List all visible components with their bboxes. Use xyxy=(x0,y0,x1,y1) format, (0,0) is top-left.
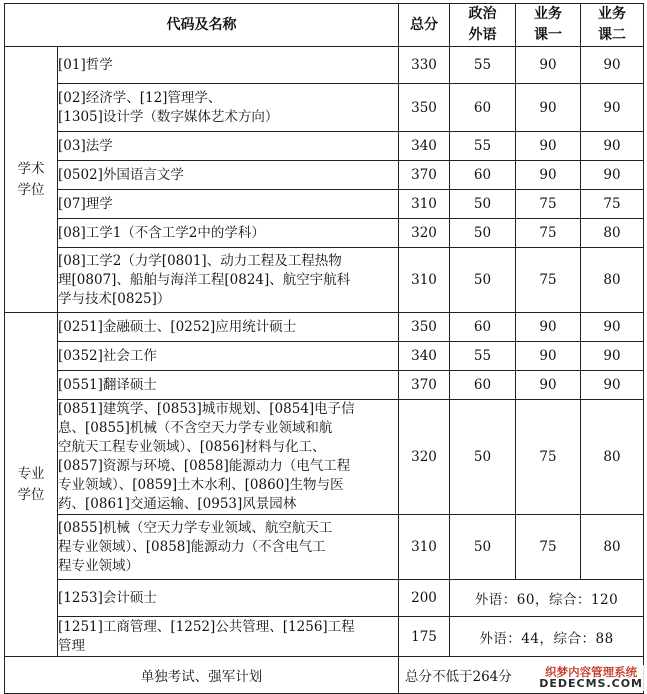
table-row xyxy=(5,515,644,580)
program-name: [0251]金融硕士、[0252]应用统计硕士 xyxy=(58,313,399,342)
header-politics-foreign: 政治 外语 xyxy=(450,4,516,47)
special-plan-requirement: 总分不低于264分 xyxy=(399,657,644,694)
course1-score: 75 xyxy=(516,248,581,313)
course2-score: 80 xyxy=(581,219,644,248)
course1-score: 90 xyxy=(516,132,581,161)
program-name: [0551]翻译硕士 xyxy=(58,371,399,400)
total-score: 310 xyxy=(399,248,450,313)
politics-foreign-score: 60 xyxy=(450,161,516,190)
program-name: [0855]机械（空天力学专业领域、航空航天工 程专业领域）、[0858]能源动力（不含电气工 程专业领域） xyxy=(58,515,399,580)
table-row xyxy=(5,190,644,219)
program-name: [0502]外国语言文学 xyxy=(58,161,399,190)
politics-foreign-score: 55 xyxy=(450,132,516,161)
politics-foreign-score: 60 xyxy=(450,84,516,132)
program-name: [0352]社会工作 xyxy=(58,342,399,371)
course2-score: 90 xyxy=(581,371,644,400)
total-score: 370 xyxy=(399,161,450,190)
course1-score: 90 xyxy=(516,371,581,400)
course2-score: 80 xyxy=(581,515,644,580)
table-row xyxy=(5,371,644,400)
table-row xyxy=(5,580,644,617)
course1-score: 90 xyxy=(516,84,581,132)
course2-score: 90 xyxy=(581,313,644,342)
course1-score: 75 xyxy=(516,219,581,248)
course2-score: 90 xyxy=(581,47,644,84)
table-row xyxy=(5,248,644,313)
table-row xyxy=(5,342,644,371)
politics-foreign-score: 55 xyxy=(450,342,516,371)
combined-score-note: 外语：60，综合：120 xyxy=(450,580,644,617)
course1-score: 75 xyxy=(516,400,581,515)
total-score: 175 xyxy=(399,617,450,657)
course2-score: 90 xyxy=(581,161,644,190)
header-name: 代码及名称 xyxy=(5,4,399,47)
header-course1: 业务 课一 xyxy=(516,4,581,47)
table-row xyxy=(5,219,644,248)
table-row xyxy=(5,47,644,84)
politics-foreign-score: 60 xyxy=(450,313,516,342)
total-score: 370 xyxy=(399,371,450,400)
table-row xyxy=(5,617,644,657)
politics-foreign-score: 50 xyxy=(450,248,516,313)
course2-score: 75 xyxy=(581,190,644,219)
special-plan-label: 单独考试、强军计划 xyxy=(5,657,399,694)
course1-score: 75 xyxy=(516,190,581,219)
politics-foreign-score: 55 xyxy=(450,47,516,84)
course2-score: 90 xyxy=(581,84,644,132)
course2-score: 90 xyxy=(581,342,644,371)
header-course2: 业务 课二 xyxy=(581,4,644,47)
course1-score: 90 xyxy=(516,161,581,190)
program-name: [02]经济学、[12]管理学、 [1305]设计学（数字媒体艺术方向） xyxy=(58,84,399,132)
program-name: [0851]建筑学、[0853]城市规划、[0854]电子信 息、[0855]机械（不含空天力学专业领域和航 空航天工程专业领域）、[0856]材料与化工、 [0857]资源与环境、[0858]能源动力（电气工程 专业领域）、[0859]土木水利、[0860]生物与医 药、[0861]交通运输、[0953]风景园林 xyxy=(58,400,399,515)
course1-score: 90 xyxy=(516,342,581,371)
program-name: [08]工学2（力学[0801]、动力工程及工程热物 理[0807]、船舶与海洋工程[0824]、航空宇航科 学与技术[0825]） xyxy=(58,248,399,313)
course2-score: 80 xyxy=(581,400,644,515)
politics-foreign-score: 60 xyxy=(450,371,516,400)
watermark-logo: 织梦内容管理系统 DEDECMS.COM xyxy=(539,665,643,690)
total-score: 330 xyxy=(399,47,450,84)
total-score: 320 xyxy=(399,400,450,515)
table-row xyxy=(5,161,644,190)
course1-score: 90 xyxy=(516,47,581,84)
program-name: [1253]会计硕士 xyxy=(58,580,399,617)
course2-score: 90 xyxy=(581,132,644,161)
course2-score: 80 xyxy=(581,248,644,313)
politics-foreign-score: 50 xyxy=(450,400,516,515)
course1-score: 90 xyxy=(516,313,581,342)
total-score: 350 xyxy=(399,313,450,342)
header-row xyxy=(5,4,644,47)
table-row xyxy=(5,84,644,132)
category-academic: 学术 学位 xyxy=(5,47,58,313)
score-table xyxy=(4,3,644,694)
category-professional: 专业 学位 xyxy=(5,313,58,657)
total-score: 310 xyxy=(399,515,450,580)
politics-foreign-score: 50 xyxy=(450,190,516,219)
total-score: 350 xyxy=(399,84,450,132)
total-score: 320 xyxy=(399,219,450,248)
header-total: 总分 xyxy=(399,4,450,47)
table-row xyxy=(5,400,644,515)
total-score: 200 xyxy=(399,580,450,617)
program-name: [03]法学 xyxy=(58,132,399,161)
combined-score-note: 外语：44，综合：88 xyxy=(450,617,644,657)
table-row xyxy=(5,132,644,161)
program-name: [1251]工商管理、[1252]公共管理、[1256]工程 管理 xyxy=(58,617,399,657)
program-name: [07]理学 xyxy=(58,190,399,219)
total-score: 340 xyxy=(399,342,450,371)
course1-score: 75 xyxy=(516,515,581,580)
total-score: 340 xyxy=(399,132,450,161)
program-name: [08]工学1（不含工学2中的学科） xyxy=(58,219,399,248)
table-row xyxy=(5,313,644,342)
politics-foreign-score: 50 xyxy=(450,515,516,580)
total-score: 310 xyxy=(399,190,450,219)
program-name: [01]哲学 xyxy=(58,47,399,84)
politics-foreign-score: 50 xyxy=(450,219,516,248)
